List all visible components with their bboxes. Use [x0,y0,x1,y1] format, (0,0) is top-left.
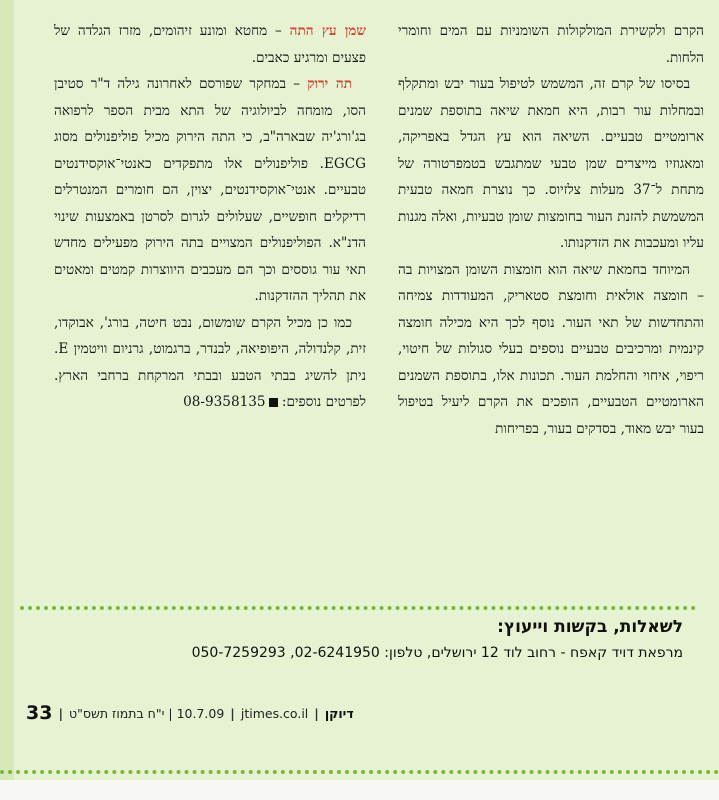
separator: | [314,705,319,721]
paragraph-text: – במחקר שפורסם לאחרונה גילה ד"ר סטיבן הסו, מומחה לביולוגיה של התא מבית הספר לרפואה בג'ורג'יה שבארה"ב, כי התה הירוק מכיל פוליפנולים מסוג EGCG. פוליפנולים אלו מתפקדים כאנטי־אוקסידנטים טבעיים. אנטי־אוקסידנטים, יצוין, הם חומרים המנטרלים רדיקלים חופשיים, שעלולים לגרום לסרטן באמצעות שינוי הדנ"א. הפוליפנולים המצויים בתה הירוק מפעילים מחדש תאי עור גוססים וכך הם מעכבים היווצרות קמטים ומאטים את תהליך ההזדקנות. [54,76,366,304]
paragraph-ingredients [54,310,366,416]
dotted-border-bottom [0,770,719,774]
page-edge [0,0,14,780]
phone-number: 08-9358135 [183,394,266,410]
dotted-divider [20,606,696,610]
contact-title: לשאלות, בקשות וייעוץ: [497,617,683,637]
paragraph: המיוחד בחמאת שיאה הוא חומצות השומן המצויות בה – חומצה אולאית וחומצת סטאריק, המעודדות צמיחה והתחדשות של תאי העור. נוסף לכך היא מכילה חומצה קינמית ומרכיבים טבעיים נוספים בעלי סגולות של חיטוי, ריפוי, איחוי והחלמת העור. תכונות אלו, בתוספת השמנים הארומטיים הטבעיים, הופכים את הקרם ליעיל בטיפול בעור יבש מאוד, בסדקים בעור, בפריחות [398,261,704,437]
paragraph-text: כמו כן מכיל הקרם שומשום, נבט חיטה, בורג', אבוקדו, זית, קלנדולה, היפופיאה, לבנדר, ברגמוט, גרניום וויטמין E. ניתן להשיג בבתי הטבע ובבתי המרקחת ברחבי הארץ. לפרטים נוספים: [54,314,366,410]
issue-date: 10.7.09 | י"ח בתמוז תשס"ט [69,705,225,721]
article-body [20,0,712,600]
paragraph-green-tea [54,71,366,310]
contact-address: מרפאת דויד קאפח - רחוב לוד 12 ירושלים, טלפון: 02-6241950, 050-7259293 [191,645,683,661]
article-column-right [398,18,704,588]
paragraph: בסיסו של קרם זה, המשמש לטיפול בעור יבש ומתקלף ובמחלות עור רבות, היא חמאת שיאה בתוספת שמנים ארומטיים טבעיים. השיאה הוא עץ הגדל באפריקה, ומאגוזיו מייצרים שמן טבעי שמתגבש בטמפרטורה של מתחת ל־37 מעלות צלזיוס. כך נוצרת חמאה טבעית המשמשת להזנת העור בחומצות שומן טבעיות, ואלה מגנות עליו ומעכבות את הזדקנותו. [398,76,704,251]
end-mark-icon [269,398,278,407]
paragraph: הקרם ולקשירת המולקולות השומניות עם המים וחומרי הלחות. [398,23,704,66]
ingredient-highlight: שמן עץ התה [289,23,366,39]
page-folio [26,700,354,726]
page-number: 33 [26,702,53,724]
section-brand: דיוקן [324,705,354,721]
contact-box [43,616,683,664]
page-margin [0,780,719,800]
separator: | [58,705,64,721]
paragraph-text: – מחטא ומונע זיהומים, מזרז הגלדה של פצעים ומרגיע כאבים. [54,23,366,66]
paragraph-tea-tree [54,18,366,71]
separator: | [230,705,235,721]
ingredient-highlight: תה ירוק [307,76,352,92]
site-url: jtimes.co.il [240,705,309,721]
article-column-left [54,18,366,588]
